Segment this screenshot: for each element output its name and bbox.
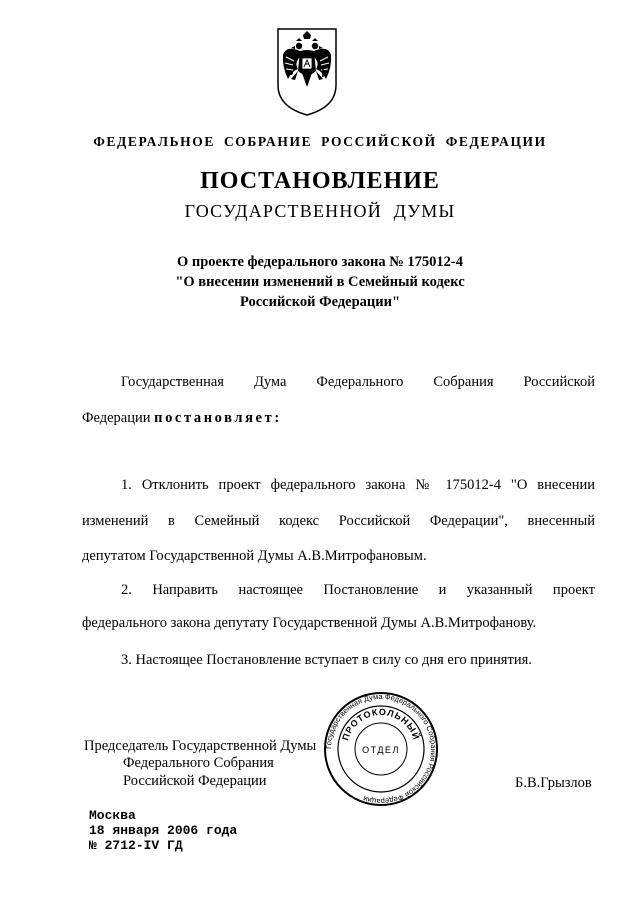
subject-line: "О внесении изменений в Семейный кодекс <box>175 274 465 290</box>
preamble-decision-word: постановляет: <box>154 410 282 426</box>
stamp-outer-text: Государственная Дума Федерального Собрания Российской Федерации <box>323 691 439 807</box>
organization-heading: ФЕДЕРАЛЬНОЕ СОБРАНИЕ РОССИЙСКОЙ ФЕДЕРАЦИИ <box>93 134 547 149</box>
resolution-item-line: 2. Направить настоящее Постановление и указанный проект <box>121 582 595 598</box>
document-number: № 2712-IV ГД <box>89 838 183 853</box>
subject-line: О проекте федерального закона № 175012-4 <box>176 254 464 270</box>
signing-city: Москва <box>89 808 136 823</box>
preamble-prefix: Федерации <box>82 410 151 426</box>
svg-text:ПРОТОКОЛЬНЫЙ <box>340 707 422 742</box>
stamp-inner-text: ПРОТОКОЛЬНЫЙ <box>340 706 422 742</box>
document-issuer-title: ГОСУДАРСТВЕННОЙ ДУМЫ <box>184 201 456 221</box>
signatory-name: Б.В.Грызлов <box>515 775 592 791</box>
stamp-center-text: ОТДЕЛ <box>362 745 400 755</box>
signatory-title-line: Федерального Собрания <box>123 755 274 771</box>
resolution-item-line: федерального закона депутату Государственной Думы А.В.Митрофанову. <box>82 615 537 631</box>
resolution-item-line: изменений в Семейный кодекс Российской Федерации", внесенный <box>82 513 595 529</box>
resolution-item-line: 1. Отклонить проект федерального закона № 175012-4 "О внесении <box>121 477 595 493</box>
signing-date: 18 января 2006 года <box>89 823 238 838</box>
coat-of-arms-emblem <box>276 27 338 117</box>
official-stamp <box>322 690 440 808</box>
resolution-item-line: депутатом Государственной Думы А.В.Митрофановым. <box>82 548 427 564</box>
document-type-title: ПОСТАНОВЛЕНИЕ <box>200 168 440 194</box>
preamble-line <box>82 408 282 428</box>
signatory-title-line: Председатель Государственной Думы <box>84 738 317 754</box>
subject-line: Российской Федерации" <box>239 294 401 310</box>
preamble-line: Государственная Дума Федерального Собрания Российской <box>121 374 595 390</box>
resolution-item-line: 3. Настоящее Постановление вступает в силу со дня его принятия. <box>121 652 532 668</box>
signatory-title-line: Российской Федерации <box>123 773 267 789</box>
